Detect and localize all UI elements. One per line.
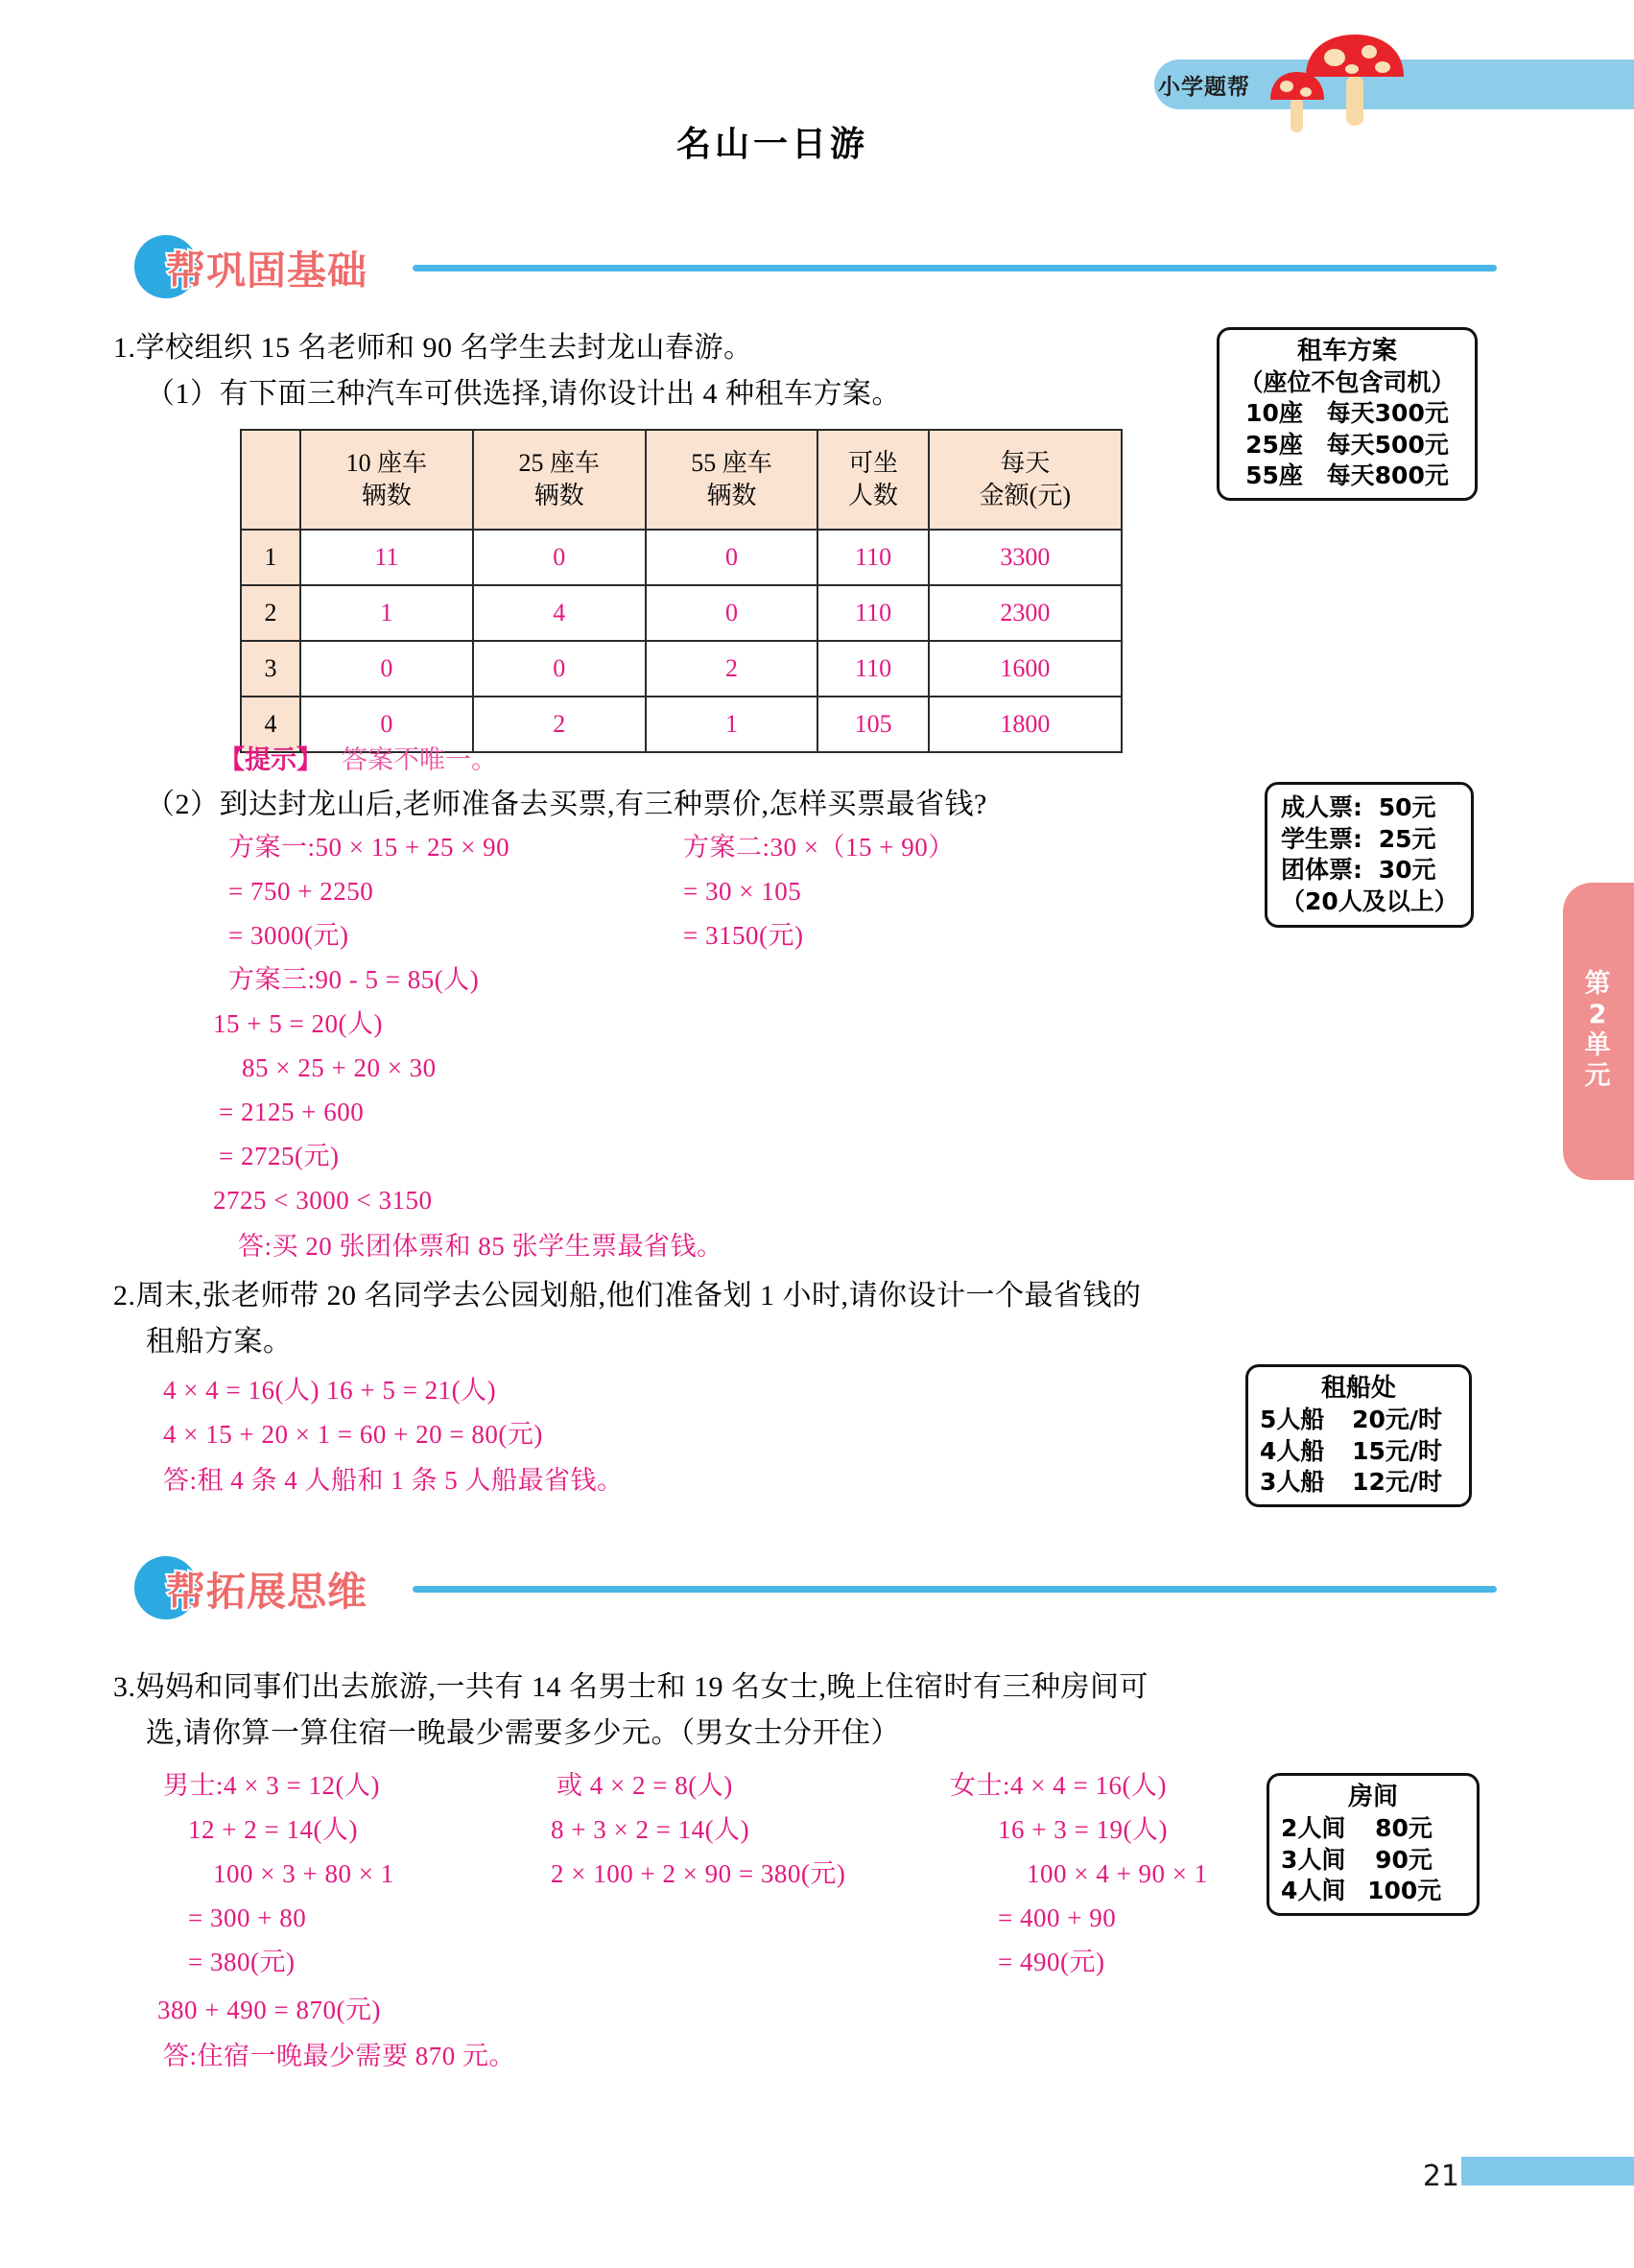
section-header-basics — [134, 233, 1497, 300]
table-cell: 110 — [817, 641, 928, 697]
q1-sol3-3: 85 × 25 + 20 × 30 — [242, 1053, 437, 1082]
car-box-row — [1231, 398, 1463, 430]
ticket-row — [1281, 855, 1457, 886]
unit-side-tab-label: 第 2 单 元 — [1584, 969, 1611, 1091]
room-type-label: 3人间 — [1281, 1845, 1346, 1874]
table-corner-cell — [241, 430, 300, 530]
table-cell: 1 — [646, 697, 818, 752]
footer-bar — [1461, 2157, 1634, 2185]
table-header-cell: 25 座车 辆数 — [473, 430, 646, 530]
car-box-row — [1231, 430, 1463, 461]
q1-sol-right-3: = 3150(元) — [683, 921, 804, 950]
table-header-cell: 55 座车 辆数 — [646, 430, 818, 530]
table-cell: 0 — [646, 530, 818, 585]
room-type-label: 4人间 — [1281, 1877, 1346, 1905]
q2-sol-2: 4 × 15 + 20 × 1 = 60 + 20 = 80(元) — [163, 1420, 543, 1449]
boat-row — [1260, 1467, 1457, 1499]
car-price-label: 每天500元 — [1326, 430, 1449, 459]
q1-sol3-4: = 2125 + 600 — [219, 1098, 365, 1126]
room-row — [1281, 1845, 1465, 1877]
q3-or-2: 8 + 3 × 2 = 14(人) — [551, 1815, 750, 1844]
room-row — [1281, 1813, 1465, 1845]
q3-women-3: 100 × 4 + 90 × 1 — [1027, 1859, 1208, 1888]
q1-line1: 1.学校组织 15 名老师和 90 名学生去封龙山春游。 — [113, 332, 753, 364]
q1-sol-left-1: 方案一:50 × 15 + 25 × 90 — [228, 833, 510, 862]
hint-tag: 【提示】 — [219, 745, 322, 774]
q2-line2: 租船方案。 — [146, 1326, 293, 1358]
q3-men-1: 男士:4 × 3 = 12(人) — [163, 1771, 380, 1800]
q3-men-3: 100 × 3 + 80 × 1 — [213, 1859, 394, 1888]
table-cell: 0 — [473, 641, 646, 697]
rental-plan-table — [240, 429, 1123, 753]
q3-answer: 答:住宿一晚最少需要 870 元。 — [163, 2042, 516, 2070]
table-cell: 110 — [817, 585, 928, 641]
q1-line3: （2）到达封龙山后,老师准备去买票,有三种票价,怎样买票最省钱? — [146, 789, 987, 820]
q2-line1: 2.周末,张老师带 20 名同学去公园划船,他们准备划 1 小时,请你设计一个最省钱的 — [113, 1280, 1142, 1311]
car-box-title: 租车方案 — [1296, 337, 1397, 366]
boat-price-label: 12元/时 — [1352, 1468, 1443, 1497]
ticket-price-box — [1265, 782, 1474, 928]
boat-row — [1260, 1405, 1457, 1436]
page-title: 名山一日游 — [675, 125, 868, 164]
q3-women-2: 16 + 3 = 19(人) — [998, 1815, 1168, 1844]
q1-sol-right-1: 方案二:30 ×（15 + 90） — [683, 833, 955, 862]
table-cell: 0 — [300, 697, 473, 752]
q3-women-1: 女士:4 × 4 = 16(人) — [950, 1771, 1167, 1800]
q3-men-4: = 300 + 80 — [188, 1903, 307, 1932]
car-price-label: 每天800元 — [1326, 461, 1449, 490]
table-cell: 105 — [817, 697, 928, 752]
page-number: 21 — [1422, 2160, 1459, 2193]
table-header-cell: 每天 金额(元) — [929, 430, 1122, 530]
q1-sol-left-3: = 3000(元) — [228, 921, 349, 950]
table-cell: 2 — [473, 697, 646, 752]
table-cell: 11 — [300, 530, 473, 585]
room-type-label: 2人间 — [1281, 1814, 1346, 1843]
boat-rental-box — [1245, 1364, 1472, 1507]
table-row-index: 1 — [241, 530, 300, 585]
ticket-type-label: 成人票: — [1281, 793, 1362, 821]
q1-sol3-5: = 2725(元) — [219, 1142, 340, 1170]
q3-total: 380 + 490 = 870(元) — [157, 1996, 381, 2024]
table-cell: 1 — [300, 585, 473, 641]
car-box-row — [1231, 461, 1463, 492]
hint-line — [219, 739, 497, 776]
section-rule — [413, 1586, 1497, 1593]
car-price-label: 每天300元 — [1326, 399, 1449, 428]
table-row-index: 2 — [241, 585, 300, 641]
table-row-index: 3 — [241, 641, 300, 697]
table-row — [241, 641, 1122, 697]
q1-sol3-6: 2725 < 3000 < 3150 — [213, 1186, 433, 1215]
table-cell: 1600 — [929, 641, 1122, 697]
table-cell: 0 — [300, 641, 473, 697]
ticket-row — [1281, 824, 1457, 856]
q3-women-4: = 400 + 90 — [998, 1903, 1117, 1932]
q1-line2: （1）有下面三种汽车可供选择,请你设计出 4 种租车方案。 — [146, 378, 901, 410]
table-header-cell: 可坐 人数 — [817, 430, 928, 530]
room-price-label: 90元 — [1375, 1845, 1433, 1874]
q1-sol-right-2: = 30 × 105 — [683, 877, 802, 906]
q3-or-3: 2 × 100 + 2 × 90 = 380(元) — [551, 1859, 846, 1888]
table-row — [241, 530, 1122, 585]
q2-answer: 答:租 4 条 4 人船和 1 条 5 人船最省钱。 — [163, 1466, 624, 1495]
room-price-label: 100元 — [1367, 1877, 1442, 1905]
boat-type-label: 3人船 — [1260, 1468, 1325, 1497]
table-cell: 3300 — [929, 530, 1122, 585]
hint-body: 答案不唯一。 — [342, 745, 497, 774]
ticket-note: （20人及以上） — [1281, 886, 1458, 915]
ticket-price-label: 25元 — [1378, 824, 1436, 853]
q1-answer: 答:买 20 张团体票和 85 张学生票最省钱。 — [238, 1232, 723, 1261]
table-row-index: 4 — [241, 697, 300, 752]
mushroom-small-icon — [1267, 69, 1327, 132]
car-seat-label: 25座 — [1245, 430, 1303, 459]
ticket-row — [1281, 792, 1457, 824]
section-label: 帮巩固基础 — [166, 248, 367, 294]
section-rule — [413, 265, 1497, 272]
table-cell: 2300 — [929, 585, 1122, 641]
room-row — [1281, 1876, 1465, 1907]
car-rental-box — [1217, 327, 1478, 501]
q3-men-5: = 380(元) — [188, 1948, 296, 1976]
section-header-extend — [134, 1554, 1497, 1621]
table-cell: 4 — [473, 585, 646, 641]
q3-men-2: 12 + 2 = 14(人) — [188, 1815, 358, 1844]
boat-type-label: 4人船 — [1260, 1436, 1325, 1465]
ticket-type-label: 团体票: — [1281, 856, 1362, 884]
car-seat-label: 10座 — [1245, 399, 1303, 428]
q2-sol-1: 4 × 4 = 16(人) 16 + 5 = 21(人) — [163, 1376, 497, 1405]
table-row — [241, 585, 1122, 641]
ticket-type-label: 学生票: — [1281, 824, 1362, 853]
boat-price-label: 20元/时 — [1352, 1406, 1443, 1434]
boat-row — [1260, 1436, 1457, 1468]
boat-box-title: 租船处 — [1320, 1374, 1396, 1403]
room-price-label: 80元 — [1375, 1814, 1433, 1843]
room-box-title: 房间 — [1347, 1783, 1398, 1811]
q1-sol3-1: 方案三:90 - 5 = 85(人) — [228, 965, 480, 994]
table-cell: 110 — [817, 530, 928, 585]
brand-label: 小学题帮 — [1158, 75, 1250, 100]
q1-sol-left-2: = 750 + 2250 — [228, 877, 374, 906]
table-header-cell: 10 座车 辆数 — [300, 430, 473, 530]
table-header-row — [241, 430, 1122, 530]
table-cell: 0 — [646, 585, 818, 641]
q3-line1: 3.妈妈和同事们出去旅游,一共有 14 名男士和 19 名女士,晚上住宿时有三种房间可 — [113, 1671, 1149, 1703]
q3-or-1: 或 4 × 2 = 8(人) — [557, 1771, 733, 1800]
section-label: 帮拓展思维 — [166, 1569, 367, 1615]
room-price-box — [1267, 1773, 1480, 1916]
ticket-price-label: 30元 — [1378, 856, 1436, 884]
car-box-subtitle: （座位不包含司机） — [1239, 368, 1456, 397]
ticket-price-label: 50元 — [1378, 793, 1436, 821]
boat-price-label: 15元/时 — [1352, 1436, 1443, 1465]
car-seat-label: 55座 — [1245, 461, 1303, 490]
boat-type-label: 5人船 — [1260, 1406, 1325, 1434]
q3-line2: 选,请你算一算住宿一晚最少需要多少元。（男女士分开住） — [146, 1717, 900, 1749]
q1-sol3-2: 15 + 5 = 20(人) — [213, 1009, 383, 1038]
table-cell: 2 — [646, 641, 818, 697]
q3-women-5: = 490(元) — [998, 1948, 1105, 1976]
table-cell: 1800 — [929, 697, 1122, 752]
table-cell: 0 — [473, 530, 646, 585]
